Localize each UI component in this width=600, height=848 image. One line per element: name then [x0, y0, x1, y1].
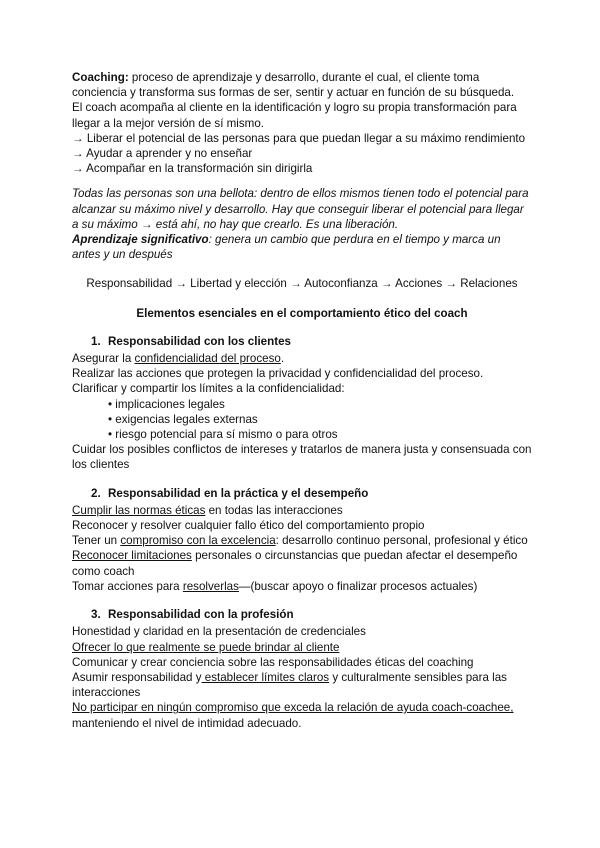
s1-line-3: Clarificar y compartir los límites a la confidencialidad: [72, 382, 345, 396]
s1-line-1: Asegurar la confidencialidad del proceso. [72, 352, 285, 366]
s3-line-4: Asumir responsabilidad y establecer límites claros y culturalmente sensibles para las interacciones [72, 670, 507, 700]
section-3-body [72, 624, 532, 730]
responsibility-chain: Responsabilidad → Libertad y elección → Autoconfianza → Acciones → Relaciones [86, 277, 518, 291]
s3-line-6: manteniendo el nivel de intimidad adecuado. [72, 716, 302, 730]
s2-line-4: Reconocer limitaciones personales o circunstancias que puedan afectar el desempeño como coach [72, 549, 518, 578]
aprendizaje-text: : genera un cambio que perdura en el tiempo y marca un antes y un después [72, 233, 501, 262]
s2-line-1: Cumplir las normas éticas en todas las interacciones [72, 503, 343, 517]
coaching-text: proceso de aprendizaje y desarrollo, durante el cual, el cliente toma conciencia y transforma sus formas de ser, sentir y actuar en función de su búsqueda. [72, 71, 515, 100]
section-2-body [72, 503, 532, 594]
bellota-quote: Todas las personas son una bellota: dentro de ellos mismos tienen todo el potencial para alcanzar su máximo nivel y desarrollo. Hay que conseguir liberar el potencial para llegar a su máximo → está ahí, no hay que crearlo. Es una liberación. [72, 187, 529, 231]
s3-line-3: Comunicar y crear conciencia sobre las responsabilidades éticas del coaching [72, 655, 474, 669]
section-1-title: 1. Responsabilidad con los clientes [91, 334, 291, 348]
arrow-line-2: → Ayudar a aprender y no enseñar [72, 147, 253, 161]
arrow-line-1: → Liberar el potencial de las personas para que puedan llegar a su máximo rendimiento [72, 131, 526, 145]
s3-line-1: Honestidad y claridad en la presentación de credenciales [72, 625, 366, 639]
s2-line-5: Tomar acciones para resolverlas—(buscar apoyo o finalizar procesos actuales) [72, 579, 478, 593]
section-2-title: 2. Responsabilidad en la práctica y el desempeño [91, 486, 369, 500]
section-3-title: 3. Responsabilidad con la profesión [91, 608, 294, 622]
s1-line-4: Cuidar los posibles conflictos de intereses y tratarlos de manera justa y consensuada con los clientes [72, 443, 532, 472]
aprendizaje-label: Aprendizaje significativo [72, 233, 209, 247]
coach-description: El coach acompaña al cliente en la identificación y logro su propia transformación para llegar a la mejor versión de sí mismo. [72, 101, 517, 130]
document-page [72, 70, 532, 731]
s2-line-2: Reconocer y resolver cualquier fallo ético del comportamiento propio [72, 519, 425, 533]
s3-line-2: Ofrecer lo que realmente se puede brindar al cliente [72, 640, 340, 654]
aprendizaje-significativo [72, 232, 532, 262]
s2-line-3: Tener un compromiso con la excelencia: desarrollo continuo personal, profesional y ético [72, 534, 528, 548]
section-heading: Elementos esenciales en el comportamiento ético del coach [136, 306, 468, 320]
s3-line-5: No participar en ningún compromiso que exceda la relación de ayuda coach-coachee, [72, 701, 514, 715]
s1-line-2: Realizar las acciones que protegen la privacidad y confidencialidad del proceso. [72, 367, 484, 381]
section-1-body [72, 351, 532, 473]
coaching-definition [72, 70, 532, 100]
coaching-label: Coaching: [72, 71, 129, 84]
list-item: • riesgo potencial para sí mismo o para otros [108, 427, 532, 442]
list-item: • implicaciones legales [108, 397, 532, 412]
s1-bullet-list [72, 397, 532, 443]
arrow-line-3: → Acompañar en la transformación sin dirigirla [72, 162, 313, 176]
list-item: • exigencias legales externas [108, 412, 532, 427]
